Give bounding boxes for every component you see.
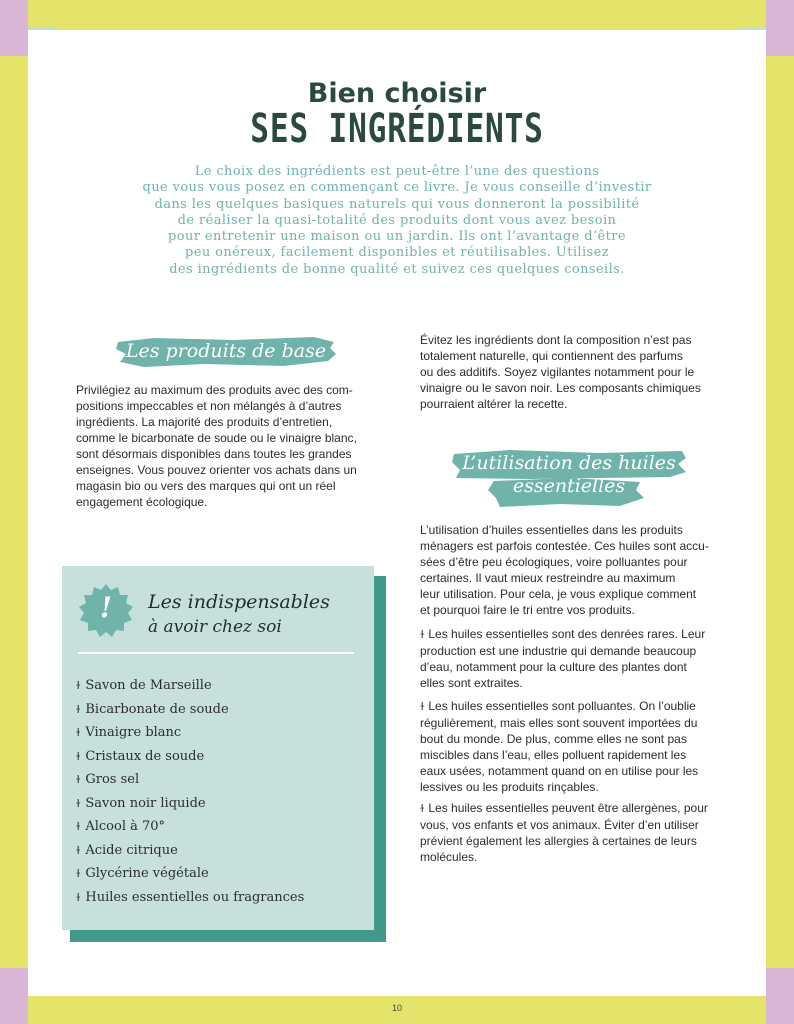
essentials-list <box>76 674 304 909</box>
list-item: ɫ Acide citrique <box>76 842 178 858</box>
page-title-line2: SES INGRÉDIENTS <box>250 106 544 152</box>
bullet-marker-icon: ɫ <box>420 700 425 713</box>
bullet-marker-icon: ɫ <box>76 843 81 857</box>
list-item: ɫ Huiles essentielles ou fragrances <box>76 889 305 905</box>
list-item: ɫ Vinaigre blanc <box>76 725 182 740</box>
base-paragraph: Privilégiez au maximum des produits avec des com- positions impeccables et non mélangés à d’autres ingrédients. La majorité des produits d’entretien, comme le bicarbonate de soude ou le vinaigre blanc, sont désormais disponibles dans toutes les grandes enseignes. Vous pouvez orienter vos achats dans un magasin bio ou vers des marques qui ont un réel engagement écologique. <box>76 383 357 509</box>
intro-paragraph: Le choix des ingrédients est peut-être l’une des questions que vous vous posez en commençant ce livre. Je vous conseille d’investir dans les quelques basiques naturels qui vous donneront la possibilité de réaliser la quasi-totalité des produits dont vous avez besoin pour entretenir une maison ou un jardin. Ils ont l’avantage d’être peu onéreux, facilement disponibles et réutilisables. Utilisez des ingrédients de bonne qualité et suivez ces quelques conseils. <box>142 164 652 277</box>
bullet-marker-icon: ɫ <box>76 796 81 810</box>
bullet-marker-icon: ɫ <box>76 890 81 904</box>
list-item: ɫ Cristaux de soude <box>76 748 205 764</box>
bullet-marker-icon: ɫ <box>76 679 81 692</box>
bullet-marker-icon: ɫ <box>76 726 81 739</box>
oils-bullet-allergens: ɫ Les huiles essentielles peuvent être allergènes, pour vous, vos enfants et vos animaux. Éviter d’en utiliser prévient également les allergies à certaines de leurs molécules. <box>420 801 708 864</box>
page-number: 10 <box>391 1003 402 1013</box>
bullet-marker-icon: ɫ <box>76 749 81 763</box>
bullet-marker-icon: ɫ <box>76 820 81 833</box>
avoid-paragraph: Évitez les ingrédients dont la composition n’est pas totalement naturelle, qui contiennent des parfums ou des additifs. Soyez vigilantes notamment pour le vinaigre ou le savon noir. Les composants chimiques pourraient altérer la recette. <box>420 333 701 411</box>
section-heading-oils <box>450 448 688 510</box>
oils-bullet-rare: ɫ Les huiles essentielles sont des denrées rares. Leur production est une industrie qui demande beaucoup d’eau, notamment pour la culture des plantes dont elles sont extraites. <box>420 627 706 690</box>
list-item: ɫ Glycérine végétale <box>76 866 209 881</box>
bullet-marker-icon: ɫ <box>420 628 425 641</box>
list-item: ɫ Alcool à 70° <box>76 819 166 834</box>
list-item: ɫ Savon noir liquide <box>76 795 206 811</box>
badge-symbol: ! <box>99 591 113 624</box>
list-item: ɫ Bicarbonate de soude <box>76 701 229 717</box>
section-heading-base <box>114 334 338 370</box>
exclamation-badge-icon <box>78 582 134 638</box>
essentials-box-title: Les indispensables à avoir chez soi <box>148 591 330 637</box>
bullet-marker-icon: ɫ <box>76 773 81 786</box>
section-heading-oils-text: L’utilisation des huiles essentielles <box>462 452 676 497</box>
list-item: ɫ Savon de Marseille <box>76 678 212 693</box>
box-divider <box>78 652 354 654</box>
list-item: ɫ Gros sel <box>76 772 140 787</box>
section-heading-base-text: Les produits de base <box>125 340 327 362</box>
bullet-marker-icon: ɫ <box>420 802 425 815</box>
oils-bullet-polluting: ɫ Les huiles essentielles sont polluantes. On l’oublie régulièrement, mais elles sont souvent importées du bout du monde. De plus, comme elles ne sont pas miscibles dans l’eau, elles polluent rapidement les eaux usées, notamment quand on en utilise pour les lessives ou les produits rinçables. <box>420 699 699 794</box>
page-title-line1: Bien choisir <box>307 78 487 109</box>
oils-intro-paragraph: L’utilisation d’huiles essentielles dans les produits ménagers est parfois contestée. Ces huiles sont accu- sées d’être peu écologiques, voire polluantes pour certaines. Il vaut mieux restreindre au maximum leur utilisation. Pour cela, je vous explique comment et pourquoi faire le tri entre vos produits. <box>420 523 709 617</box>
bullet-marker-icon: ɫ <box>76 702 81 716</box>
bullet-marker-icon: ɫ <box>76 867 81 880</box>
